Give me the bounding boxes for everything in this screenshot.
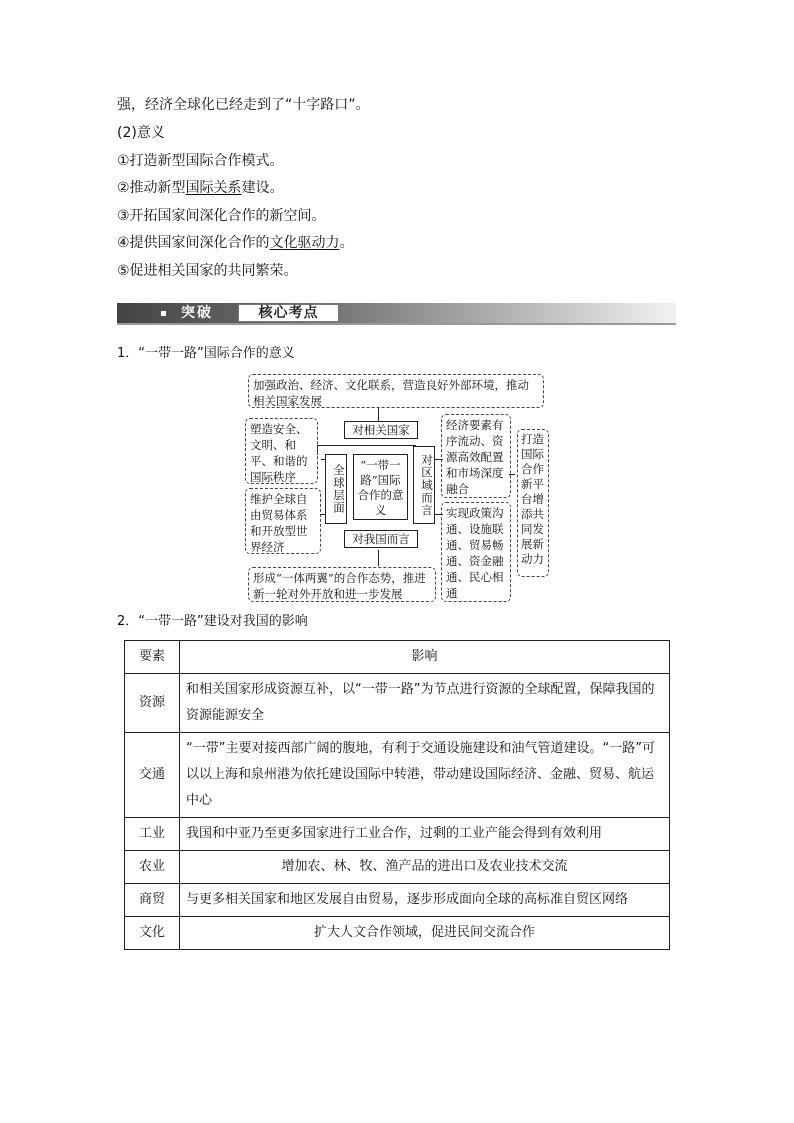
effect-cell: 和相关国家形成资源互补，以“一带一路”为节点进行资源的全球配置，保障我国的资源能源安全	[180, 674, 670, 733]
factor-cell: 工业	[125, 818, 180, 851]
connector-line	[317, 445, 415, 446]
factor-cell: 农业	[125, 851, 180, 884]
center-box: “一带一路”国际合作的意义	[353, 454, 408, 520]
far-right-box: 打造国际合作新平台增添共同发展新动力	[517, 429, 549, 577]
factor-cell: 商贸	[125, 884, 180, 917]
banner-label-text: 突破	[181, 305, 213, 321]
effect-cell: “一带”主要对接西部广阔的腹地，有利于交通设施建设和油气管道建设。“一路”可以以上海和泉州港为依托建设国际中转港，带动建设国际经济、金融、贸易、航运中心	[180, 733, 670, 818]
significance-diagram	[245, 374, 549, 604]
banner-label-breakthrough	[117, 303, 235, 323]
table-header-row	[125, 641, 670, 674]
table-header-cell: 要素	[125, 641, 180, 674]
table-row	[125, 851, 670, 884]
goal-box-top: 加强政治、经济、文化联系，营造良好外部环境，推动相关国家发展	[248, 374, 544, 408]
effect-cell: 我国和中亚乃至更多国家进行工业合作，过剩的工业产能会得到有效利用	[180, 818, 670, 851]
list-item: ①打造新型国际合作模式。	[117, 153, 284, 169]
region-level-box: 对区域而言	[413, 446, 435, 524]
underlined-term: 国际关系	[185, 180, 242, 196]
table-header-cell: 影响	[180, 641, 670, 674]
connector-line	[378, 408, 379, 421]
effect-cell: 与更多相关国家和地区发展自由贸易，逐步形成面向全球的高标准自贸区网络	[180, 884, 670, 917]
right-box-connectivity: 实现政策沟通、设施联通、贸易畅通、资金融通、民心相通	[441, 502, 511, 602]
list-item: ⑤促进相关国家的共同繁荣。	[117, 263, 298, 279]
list-item	[117, 178, 284, 198]
table-row	[125, 917, 670, 950]
banner-underline	[117, 323, 676, 325]
list-item-text: 建设。	[241, 180, 284, 196]
right-box-factors: 经济要素有序流动、资源高效配置和市场深度融合	[441, 414, 511, 498]
table-row	[125, 818, 670, 851]
factor-cell: 文化	[125, 917, 180, 950]
banner-label-core-points: 核心考点	[238, 304, 339, 322]
factor-cell: 资源	[125, 674, 180, 733]
section-heading-2: 2．“一带一路”建设对我国的影响	[117, 614, 308, 629]
connector-line	[378, 550, 379, 566]
list-item	[117, 233, 354, 253]
list-item: ③开拓国家间深化合作的新空间。	[117, 208, 326, 224]
list-item-text: ④提供国家间深化合作的	[117, 235, 270, 251]
left-box-order: 塑造安全、文明、和平、和谐的国际秩序	[245, 418, 318, 484]
section-heading-1: 1．“一带一路”国际合作的意义	[117, 346, 295, 361]
paragraph-line: 强，经济全球化已经走到了“十字路口”。	[117, 97, 370, 113]
global-level-box: 全球层面	[325, 454, 347, 524]
factor-cell: 交通	[125, 733, 180, 818]
effect-cell: 扩大人文合作领域，促进民间交流合作	[180, 917, 670, 950]
list-item-text: 。	[339, 235, 354, 251]
table-row	[125, 674, 670, 733]
for-partners-box: 对相关国家	[344, 421, 418, 439]
square-bullet-icon	[161, 311, 166, 316]
list-item-text: ②推动新型	[117, 180, 186, 196]
section-label-significance: (2)意义	[117, 125, 165, 141]
effect-cell: 增加农、林、牧、渔产品的进出口及农业技术交流	[180, 851, 670, 884]
impact-table	[124, 640, 670, 950]
for-china-box: 对我国而言	[344, 530, 418, 548]
section-banner	[117, 303, 676, 323]
left-box-trade: 维护全球自由贸易体系和开放型世界经济	[245, 488, 321, 554]
table-row	[125, 884, 670, 917]
underlined-term: 文化驱动力	[269, 235, 340, 251]
table-row	[125, 733, 670, 818]
goal-box-bottom: 形成“一体两翼”的合作态势，推进新一轮对外开放和进一步发展	[248, 567, 436, 602]
